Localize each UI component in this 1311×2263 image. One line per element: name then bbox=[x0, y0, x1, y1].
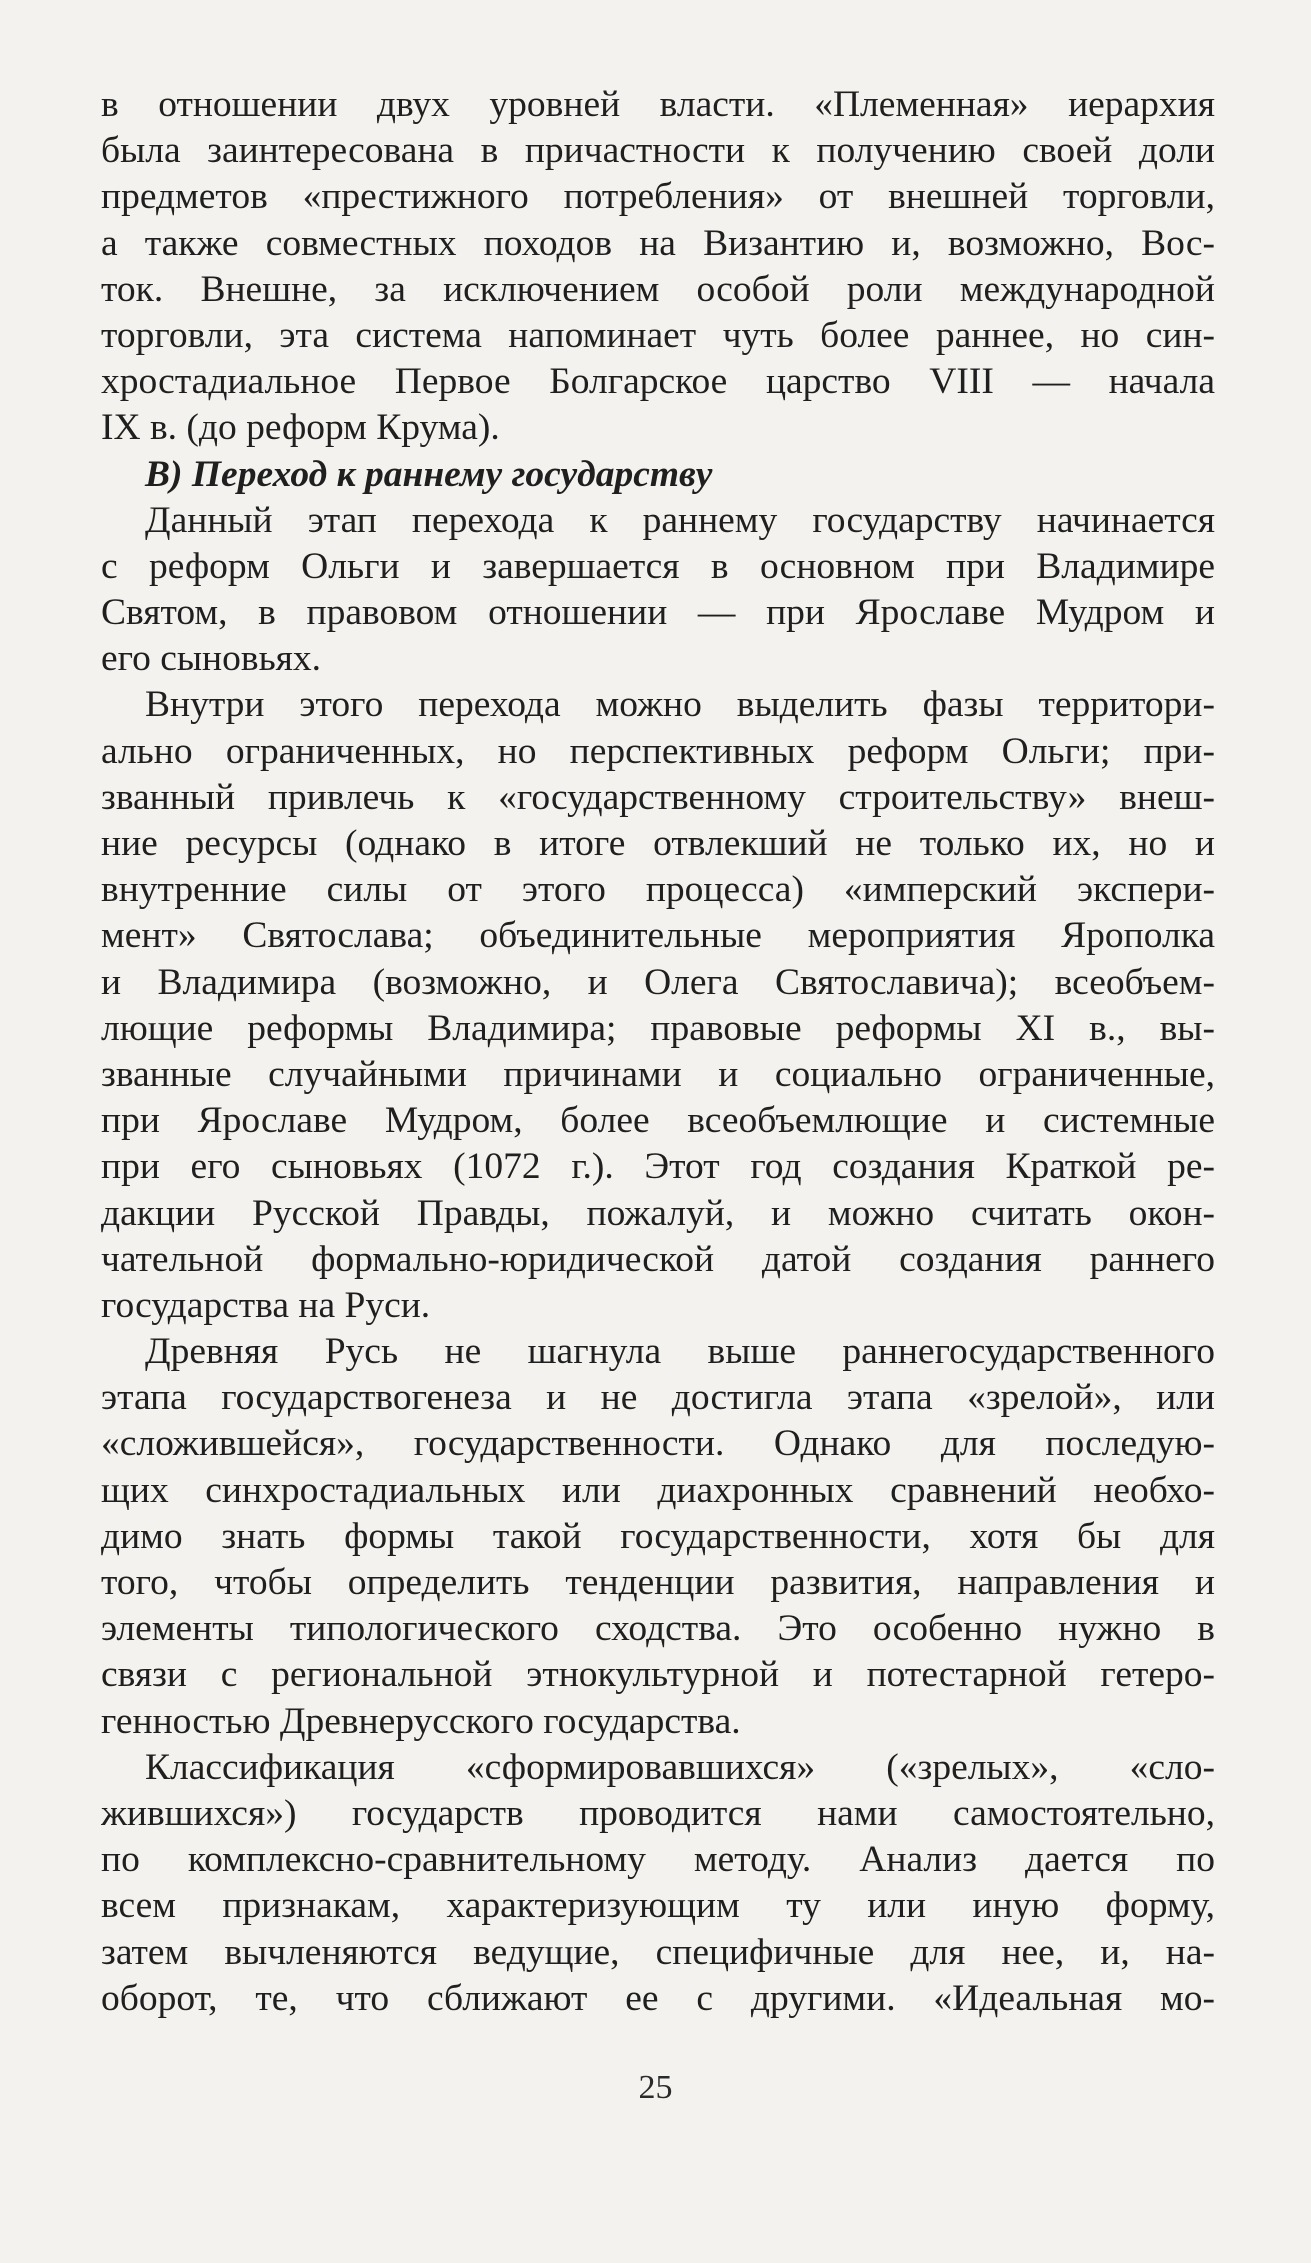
text-line: Внутри этого перехода можно выделить фазы территори- bbox=[145, 684, 1215, 726]
text-line: государства на Руси. bbox=[101, 1284, 431, 1326]
text-line: этапа государствогенеза и не достигла этапа «зрелой», или bbox=[101, 1377, 1215, 1419]
text-line: мент» Святослава; объединительные мероприятия Ярополка bbox=[101, 915, 1215, 957]
text-line: ние ресурсы (однако в итоге отвлекший не только их, но и bbox=[101, 823, 1215, 864]
text-line: и Владимира (возможно, и Олега Святославича); всеобъем- bbox=[101, 961, 1215, 1003]
text-line: димо знать формы такой государственности, хотя бы для bbox=[101, 1515, 1215, 1557]
text-line: ально ограниченных, но перспективных реформ Ольги; при- bbox=[101, 730, 1215, 772]
section-heading: В) Переход к раннему государству bbox=[145, 453, 713, 495]
text-line: элементы типологического сходства. Это особенно нужно в bbox=[101, 1608, 1215, 1650]
text-line: щих синхростадиальных или диахронных сравнений необхо- bbox=[101, 1469, 1215, 1511]
text-line: в отношении двух уровней власти. «Племенная» иерархия bbox=[101, 84, 1215, 125]
text-line: того, чтобы определить тенденции развития, направления и bbox=[101, 1562, 1215, 1603]
body-text bbox=[101, 82, 1215, 2022]
text-line: Святом, в правовом отношении — при Ярославе Мудром и bbox=[101, 592, 1215, 634]
text-line: лющие реформы Владимира; правовые реформы XI в., вы- bbox=[101, 1007, 1215, 1049]
text-line: торговли, эта система напоминает чуть более раннее, но син- bbox=[101, 314, 1215, 356]
text-line: с реформ Ольги и завершается в основном при Владимире bbox=[101, 545, 1215, 587]
text-line: Классификация «сформировавшихся» («зрелых», «сло- bbox=[145, 1746, 1215, 1788]
text-line: оборот, те, что сближают ее с другими. «Идеальная мо- bbox=[101, 1977, 1215, 2019]
text-line: по комплексно-сравнительному методу. Анализ дается по bbox=[101, 1839, 1215, 1881]
text-line: хростадиальное Первое Болгарское царство VIII — начала bbox=[101, 361, 1215, 403]
text-line: чательной формально-юридической датой создания раннего bbox=[101, 1238, 1215, 1280]
text-line: была заинтересована в причастности к получению своей доли bbox=[101, 130, 1215, 172]
text-line: предметов «престижного потребления» от внешней торговли, bbox=[101, 176, 1215, 218]
text-line: генностью Древнерусского государства. bbox=[101, 1700, 741, 1742]
text-line: жившихся») государств проводится нами самостоятельно, bbox=[101, 1792, 1215, 1834]
text-line: связи с региональной этнокультурной и потестарной гетеро- bbox=[101, 1654, 1215, 1696]
text-line: затем вычленяются ведущие, специфичные для нее, и, на- bbox=[101, 1931, 1215, 1973]
text-line: званные случайными причинами и социально ограниченные, bbox=[101, 1053, 1215, 1095]
text-line: внутренние силы от этого процесса) «имперский экспери- bbox=[101, 869, 1215, 911]
text-line: при Ярославе Мудром, более всеобъемлющие и системные bbox=[101, 1100, 1215, 1142]
text-line: Древняя Русь не шагнула выше раннегосударственного bbox=[145, 1331, 1215, 1373]
text-line: ток. Внешне, за исключением особой роли международной bbox=[101, 268, 1215, 310]
text-line: Данный этап перехода к раннему государству начинается bbox=[145, 499, 1215, 541]
text-line: при его сыновьях (1072 г.). Этот год создания Краткой ре- bbox=[101, 1146, 1215, 1188]
text-line: IX в. (до реформ Крума). bbox=[101, 407, 500, 449]
text-line: всем признакам, характеризующим ту или иную форму, bbox=[101, 1885, 1215, 1927]
text-line: а также совместных походов на Византию и, возможно, Вос- bbox=[101, 222, 1215, 264]
text-line: «сложившейся», государственности. Однако для последую- bbox=[101, 1423, 1215, 1465]
text-line: дакции Русской Правды, пожалуй, и можно считать окон- bbox=[101, 1192, 1215, 1234]
text-line: званный привлечь к «государственному строительству» внеш- bbox=[101, 776, 1215, 818]
text-line: его сыновьях. bbox=[101, 638, 322, 680]
page-number: 25 bbox=[638, 2069, 673, 2106]
